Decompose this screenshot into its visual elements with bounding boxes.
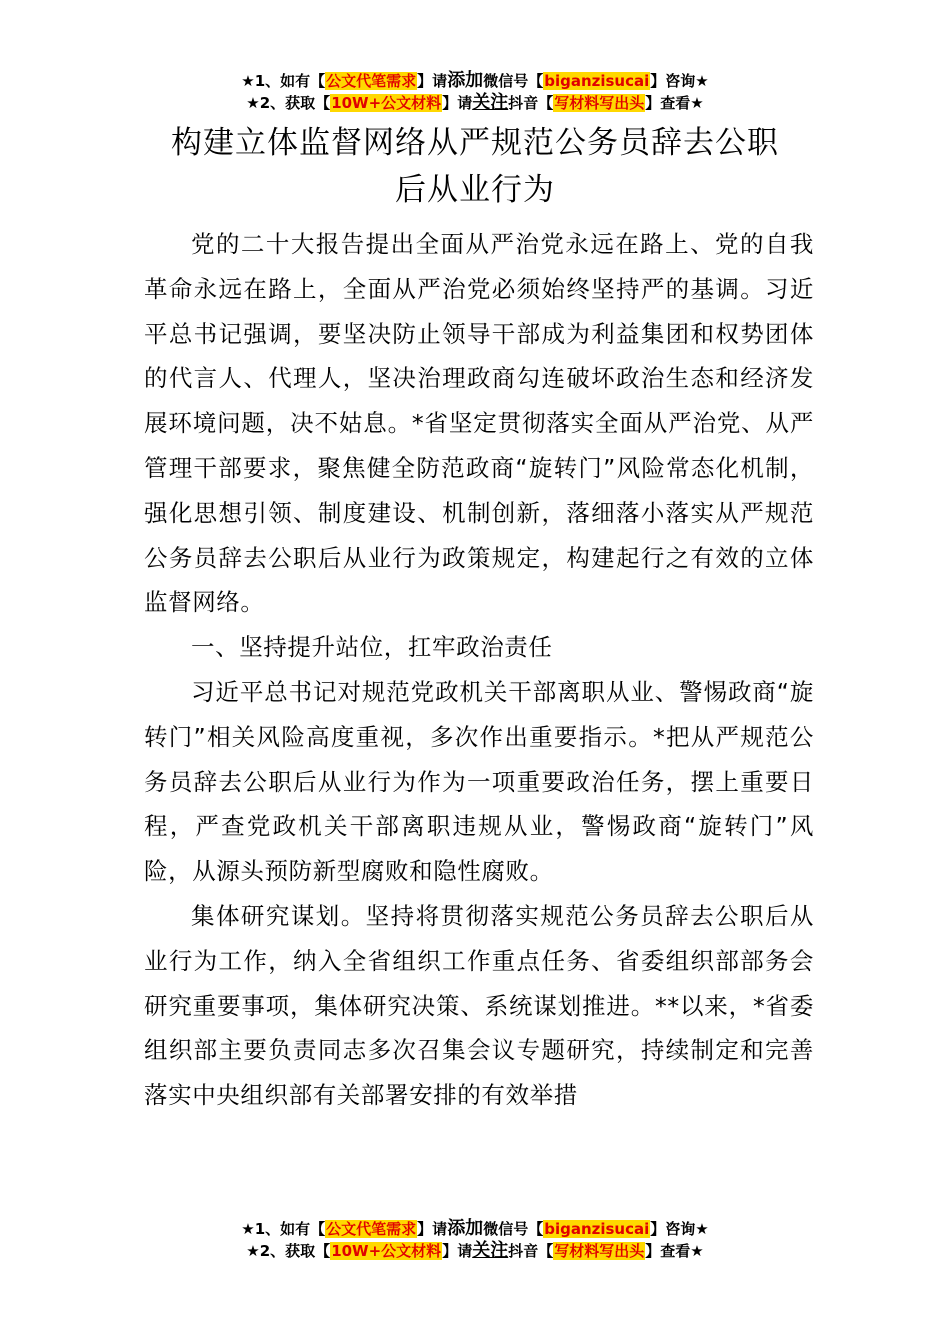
promo-emphasis: 关注 [472,92,509,113]
promo-text: 抖音【 [508,94,554,112]
promo-text: 】查看★ [645,94,704,112]
promo-text: 】请 [442,94,473,112]
header-promo [0,70,950,114]
footer-promo [0,1218,950,1262]
promo-line-1 [0,70,950,92]
promo-text: 】请 [417,1220,448,1238]
promo-highlight: 10W+公文材料 [331,1242,442,1260]
paragraph-section-1: 习近平总书记对规范党政机关干部离职从业、警惕政商“旋转门”相关风险高度重视，多次作出重要指示。*把从严规范公务员辞去公职后从业行为作为一项重要政治任务，摆上重要日程，严查党政机关干部离职违规从业，警惕政商“旋转门”风险，从源头预防新型腐败和隐性腐败。 [144,677,814,886]
promo-text: ★2、获取【 [246,1242,331,1260]
promo-text: 抖音【 [508,1242,554,1260]
promo-text: 】请 [442,1242,473,1260]
promo-text: 微信号【 [483,1220,544,1238]
promo-line-2 [0,92,950,114]
promo-highlight: 写材料写出头 [554,94,645,112]
promo-text: 】咨询★ [650,1220,709,1238]
document-body [144,222,814,1118]
promo-highlight: 公文代笔需求 [326,72,417,90]
paragraph-collective-research: 集体研究谋划。坚持将贯彻落实规范公务员辞去公职后从业行为工作，纳入全省组织工作重点任务、省委组织部部务会研究重要事项，集体研究决策、系统谋划推进。**以来，*省委组织部主要负责同志多次召集会议专题研究，持续制定和完善落实中央组织部有关部署安排的有效举措 [144,901,814,1110]
promo-text: 微信号【 [483,72,544,90]
promo-emphasis: 添加 [447,70,484,91]
promo-text: 】查看★ [645,1242,704,1260]
promo-highlight: 写材料写出头 [554,1242,645,1260]
promo-highlight: 10W+公文材料 [331,94,442,112]
promo-emphasis: 添加 [447,1218,484,1239]
promo-text: ★2、获取【 [246,94,331,112]
promo-emphasis: 关注 [472,1240,509,1261]
promo-line-1 [0,1218,950,1240]
promo-text: 】咨询★ [650,72,709,90]
promo-wechat-id: biganzisucai [544,72,650,90]
promo-line-2 [0,1240,950,1262]
promo-highlight: 公文代笔需求 [326,1220,417,1238]
title-line-2: 后从业行为 [395,172,555,208]
promo-text: ★1、如有【 [241,1220,326,1238]
section-heading: 一、坚持提升站位，扛牢政治责任 [191,633,553,662]
document-title [0,120,950,214]
promo-text: ★1、如有【 [241,72,326,90]
promo-wechat-id: biganzisucai [544,1220,650,1238]
title-line-1: 构建立体监督网络从严规范公务员辞去公职 [171,125,779,161]
paragraph-intro: 党的二十大报告提出全面从严治党永远在路上、党的自我革命永远在路上，全面从严治党必须始终坚持严的基调。习近平总书记强调，要坚决防止领导干部成为利益集团和权势团体的代言人、代理人，坚决治理政商勾连破坏政治生态和经济发展环境问题，决不姑息。*省坚定贯彻落实全面从严治党、从严管理干部要求，聚焦健全防范政商“旋转门”风险常态化机制，强化思想引领、制度建设、机制创新，落细落小落实从严规范公务员辞去公职后从业行为政策规定，构建起行之有效的立体监督网络。 [144,230,814,617]
promo-text: 】请 [417,72,448,90]
